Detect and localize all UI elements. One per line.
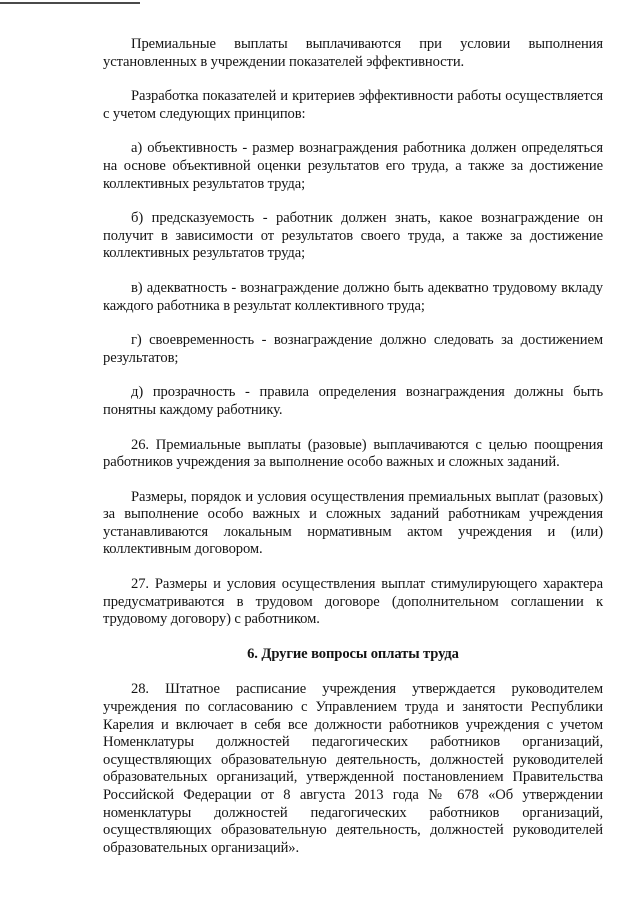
scan-edge-mark: [0, 2, 140, 4]
paragraph-performance-condition: Премиальные выплаты выплачиваются при условии выполнения установленных в учреждении показателей эффективности.: [103, 36, 603, 70]
paragraph-principles-intro: Разработка показателей и критериев эффективности работы осуществляется с учетом следующих принципов:: [103, 88, 603, 122]
paragraph-clause-26: 26. Премиальные выплаты (разовые) выплачиваются с целью поощрения работников учреждения за выполнение особо важных и сложных заданий.: [103, 436, 603, 471]
document-page: [103, 36, 603, 874]
section-heading: 6. Другие вопросы оплаты труда: [247, 645, 459, 662]
paragraph-principle-timeliness: г) своевременность - вознаграждение должно следовать за достижением результатов;: [103, 332, 603, 366]
paragraph-principle-adequacy: в) адекватность - вознаграждение должно быть адекватно трудовому вкладу каждого работника в результат коллективного труда;: [103, 279, 603, 314]
paragraph-clause-28: 28. Штатное расписание учреждения утверждается руководителем учреждения по согласованию с Управлением труда и занятости Республики Карелия и включает в себя все должности работников учреждения с учетом Номенклатуры должностей педагогических работников организаций, осуществляющих образовательную деятельность, должностей руководителей образовательных организаций, утвержденной постановлением Правительства Российской Федерации от 8 августа 2013 года № 678 «Об утверждении номенклатуры должностей педагогических работников организаций, осуществляющих образовательную деятельность, должностей руководителей образовательных организаций».: [103, 681, 603, 856]
paragraph-principle-transparency: д) прозрачность - правила определения вознаграждения должны быть понятны каждому работнику.: [103, 384, 603, 418]
paragraph-principle-predictability: б) предсказуемость - работник должен знать, какое вознаграждение он получит в зависимости от результатов своего труда, а также за достижение коллективных результатов труда;: [103, 210, 603, 262]
paragraph-one-time-bonus-rules: Размеры, порядок и условия осуществления премиальных выплат (разовых) за выполнение особо важных и сложных заданий работникам учреждения устанавливаются локальным нормативным актом учреждения и (или) коллективным договором.: [103, 488, 603, 558]
paragraph-clause-27: 27. Размеры и условия осуществления выплат стимулирующего характера предусматриваются в трудовом договоре (дополнительном соглашении к трудовому договору) с работником.: [103, 576, 603, 628]
paragraph-principle-objectivity: а) объективность - размер вознаграждения работника должен определяться на основе объективной оценки результатов его труда, а также за достижение коллективных результатов труда;: [103, 140, 603, 192]
